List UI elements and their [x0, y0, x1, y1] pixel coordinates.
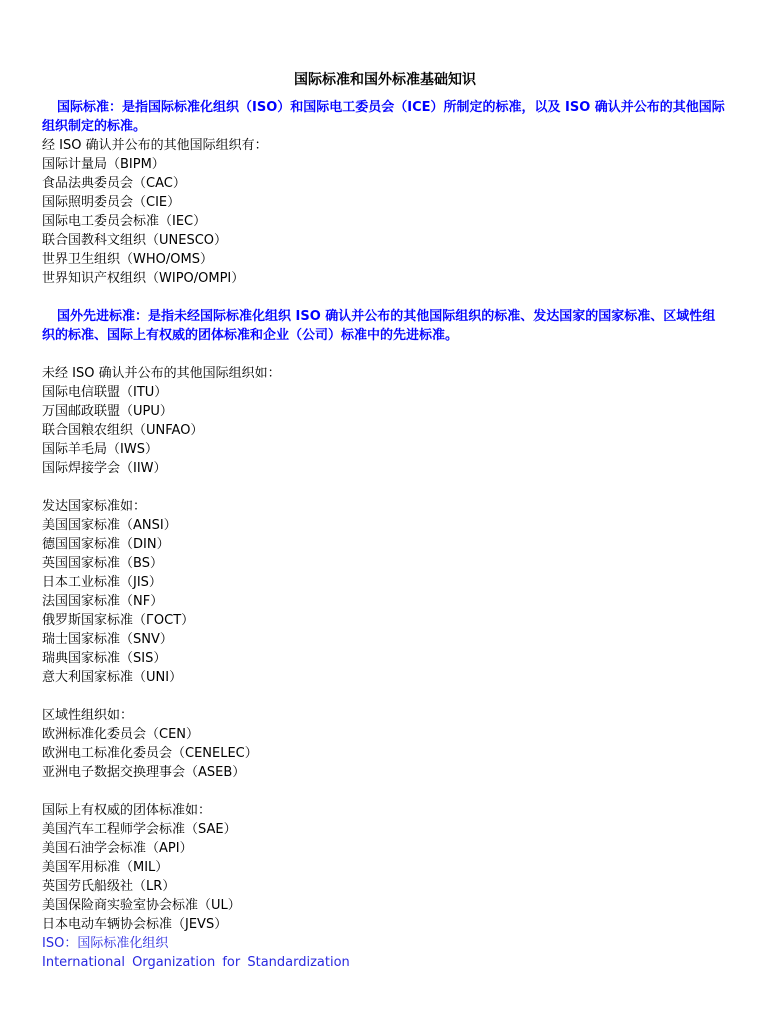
- list-item: 世界卫生组织（WHO/OMS）: [42, 252, 213, 267]
- not-confirmed-org-list: [42, 383, 728, 478]
- list-item: 国际焊接学会（IIW）: [42, 461, 167, 476]
- list-item: 国际电信联盟（ITU）: [42, 385, 168, 400]
- list-item: 德国国家标准（DIN）: [42, 537, 170, 552]
- list-item: 世界知识产权组织（WIPO/OMPI）: [42, 271, 245, 286]
- list-item: 国际照明委员会（CIE）: [42, 195, 181, 210]
- iso-confirmed-org-list: [42, 155, 728, 288]
- group-org-list: [42, 820, 728, 934]
- list-item: 联合国粮农组织（UNFAO）: [42, 423, 204, 438]
- list-item: 日本电动车辆协会标准（JEVS）: [42, 917, 228, 932]
- iso-english-name: International Organization for Standardization: [42, 955, 350, 970]
- list-item: 俄罗斯国家标准（ГОСТ）: [42, 613, 195, 628]
- list-item: 意大利国家标准（UNI）: [42, 670, 183, 685]
- list-item: 欧洲标准化委员会（CEN）: [42, 727, 200, 742]
- spacer: [42, 782, 728, 801]
- list-item: 法国国家标准（NF）: [42, 594, 164, 609]
- list-item: 日本工业标准（JIS）: [42, 575, 162, 590]
- iso-confirmed-intro: 经 ISO 确认并公布的其他国际组织有：: [42, 138, 268, 153]
- spacer: [42, 288, 728, 307]
- iso-abbreviation-line: ISO：国际标准化组织: [42, 936, 169, 951]
- list-item: 亚洲电子数据交换理事会（ASEB）: [42, 765, 246, 780]
- list-item: 万国邮政联盟（UPU）: [42, 404, 173, 419]
- list-item: 欧洲电工标准化委员会（CENELEC）: [42, 746, 258, 761]
- foreign-advanced-definition: 国外先进标准：是指未经国际标准化组织 ISO 确认并公布的其他国际组织的标准、发达国家的国家标准、区域性组织的标准、国际上有权威的团体标准和企业（公司）标准中的先进标准。: [42, 309, 716, 343]
- intl-standard-definition: 国际标准：是指国际标准化组织（ISO）和国际电工委员会（ICE）所制定的标准，以及 ISO 确认并公布的其他国际组织制定的标准。: [42, 100, 725, 134]
- spacer: [42, 478, 728, 497]
- page-title: 国际标准和国外标准基础知识: [294, 72, 476, 88]
- list-item: 瑞典国家标准（SIS）: [42, 651, 167, 666]
- list-item: 美国保险商实验室协会标准（UL）: [42, 898, 241, 913]
- group-intro: 国际上有权威的团体标准如：: [42, 803, 212, 818]
- spacer: [42, 687, 728, 706]
- regional-org-list: [42, 725, 728, 782]
- list-item: 食品法典委员会（CAC）: [42, 176, 186, 191]
- regional-intro: 区域性组织如：: [42, 708, 134, 723]
- not-confirmed-intro: 未经 ISO 确认并公布的其他国际组织如：: [42, 366, 281, 381]
- developed-org-list: [42, 516, 728, 687]
- document-page: [42, 70, 728, 972]
- spacer: [42, 345, 728, 364]
- list-item: 英国国家标准（BS）: [42, 556, 163, 571]
- list-item: 瑞士国家标准（SNV）: [42, 632, 173, 647]
- list-item: 国际计量局（BIPM）: [42, 157, 165, 172]
- list-item: 美国石油学会标准（API）: [42, 841, 193, 856]
- list-item: 美国军用标准（MIL）: [42, 860, 169, 875]
- list-item: 美国国家标准（ANSI）: [42, 518, 177, 533]
- list-item: 美国汽车工程师学会标准（SAE）: [42, 822, 237, 837]
- list-item: 国际羊毛局（IWS）: [42, 442, 158, 457]
- list-item: 国际电工委员会标准（IEC）: [42, 214, 207, 229]
- list-item: 联合国教科文组织（UNESCO）: [42, 233, 228, 248]
- developed-intro: 发达国家标准如：: [42, 499, 147, 514]
- list-item: 英国劳氏船级社（LR）: [42, 879, 176, 894]
